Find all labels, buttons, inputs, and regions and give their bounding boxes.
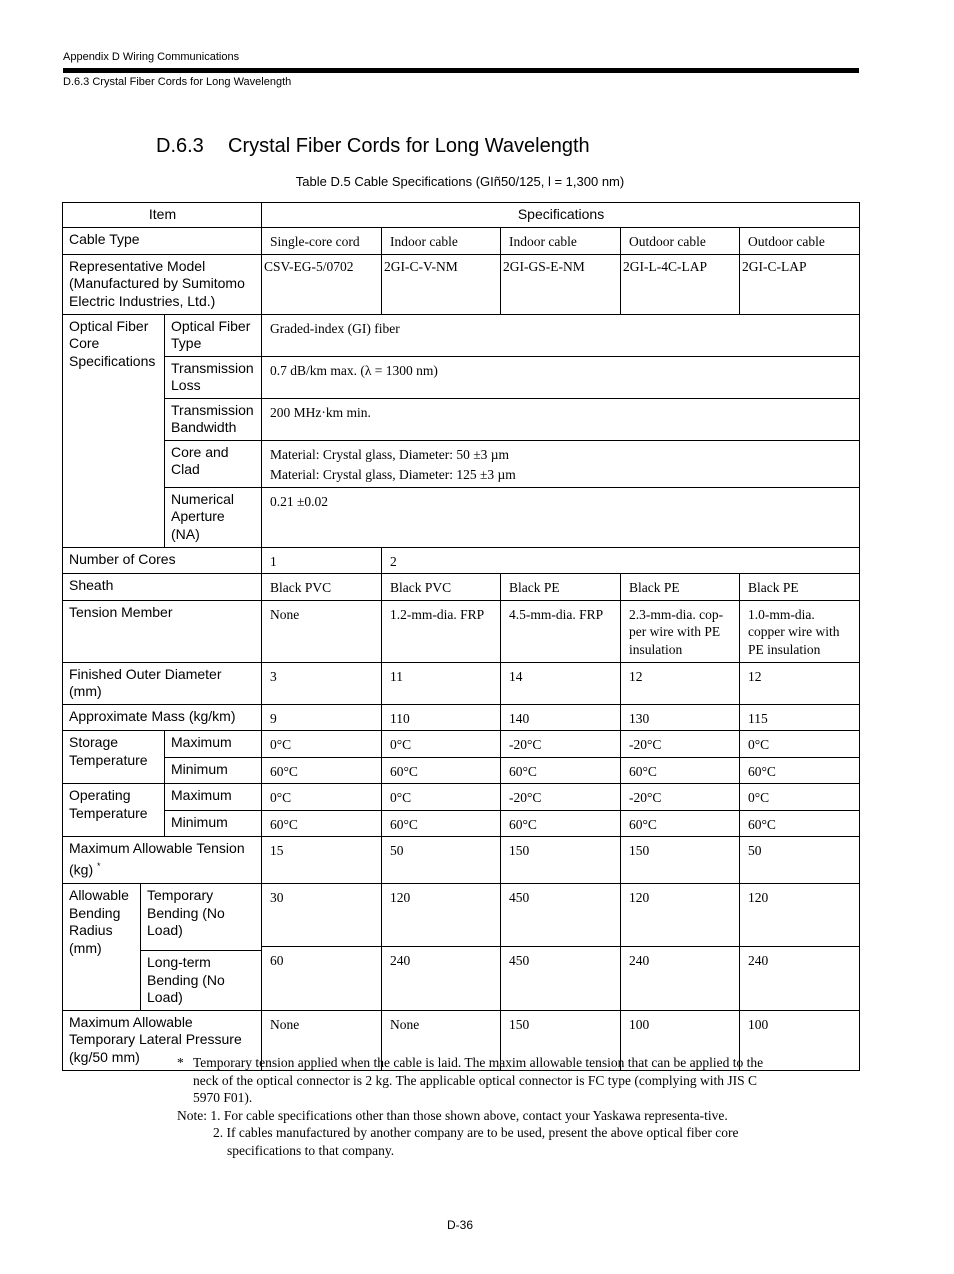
cell-fiber-type: Graded-index (GI) fiber — [262, 314, 860, 356]
cell-operating-min: 60°C — [621, 810, 740, 837]
cell-bending-long-term: 450 — [501, 947, 621, 1010]
footnote-star-mark: * — [177, 1055, 184, 1070]
row-tension-member — [63, 600, 860, 662]
label-outer-diameter: Finished Outer Diameter (mm) — [63, 662, 262, 704]
cell-numerical-aperture: 0.21 ±0.02 — [262, 487, 860, 547]
cell-operating-max: -20°C — [501, 784, 621, 811]
cell-outer-diameter: 12 — [740, 662, 860, 704]
note-2: 2. If cables manufactured by another company are to be used, present the above optical fiber core specifications to that company. — [213, 1125, 739, 1158]
row-outer-diameter — [63, 662, 860, 704]
header-specifications: Specifications — [262, 203, 860, 228]
cell-storage-min: 60°C — [501, 757, 621, 784]
row-numerical-aperture — [63, 487, 860, 547]
cell-outer-diameter: 11 — [382, 662, 501, 704]
row-bending-temporary — [63, 884, 860, 947]
page-number: D-36 — [446, 1218, 473, 1232]
section-number: D.6.3 — [156, 135, 204, 157]
cell-operating-max: 0°C — [382, 784, 501, 811]
cell-tension-member: 2.3-mm-dia. cop-per wire with PE insulation — [621, 600, 740, 662]
row-cable-type — [63, 228, 860, 255]
cell-model: CSV-EG-5/0702 — [262, 254, 382, 314]
cell-bending-long-term: 240 — [621, 947, 740, 1010]
label-mass: Approximate Mass (kg/km) — [63, 704, 262, 731]
label-bending-temporary: Temporary Bending (No Load) — [141, 884, 262, 951]
cell-sheath: Black PE — [621, 574, 740, 601]
cell-max-tension: 15 — [262, 837, 382, 884]
label-bandwidth: Transmission Bandwidth — [165, 398, 262, 440]
cell-bending-temporary: 450 — [501, 884, 621, 947]
cell-model: 2GI-C-V-NM — [382, 254, 501, 314]
core-material-line: Material: Crystal glass, Diameter: 50 ±3 µm — [270, 446, 510, 462]
label-storage-max: Maximum — [165, 731, 262, 758]
cable-spec-table — [62, 202, 860, 1071]
cell-storage-min: 60°C — [262, 757, 382, 784]
cell-storage-max: 0°C — [262, 731, 382, 758]
cell-mass: 115 — [740, 704, 860, 731]
cell-operating-min: 60°C — [740, 810, 860, 837]
cell-tension-member: 4.5-mm-dia. FRP — [501, 600, 621, 662]
row-mass — [63, 704, 860, 731]
cell-bending-temporary: 120 — [621, 884, 740, 947]
cell-bending-long-term: 60 — [262, 947, 382, 1010]
label-lateral-pressure: Maximum Allowable Temporary Lateral Pressure (kg/50 mm) — [63, 1010, 262, 1070]
cell-transmission-loss: 0.7 dB/km max. (λ = 1300 nm) — [262, 356, 860, 398]
cell-storage-max: -20°C — [501, 731, 621, 758]
footnote-mark: * — [97, 860, 101, 871]
cell-outer-diameter: 14 — [501, 662, 621, 704]
cell-cable-type: Indoor cable — [382, 228, 501, 255]
cell-lateral-pressure: None — [262, 1010, 382, 1070]
cell-cable-type: Outdoor cable — [740, 228, 860, 255]
cell-model: 2GI-GS-E-NM — [501, 254, 621, 314]
cell-cable-type: Indoor cable — [501, 228, 621, 255]
section-title-text: Crystal Fiber Cords for Long Wavelength — [228, 135, 590, 157]
row-core-clad — [63, 440, 860, 487]
cell-model: 2GI-C-LAP — [740, 254, 860, 314]
table-caption: Table D.5 Cable Specifications (GIñ50/125, l = 1,300 nm) — [295, 174, 625, 189]
cell-bending-temporary: 120 — [740, 884, 860, 947]
row-storage-max — [63, 731, 860, 758]
cell-operating-min: 60°C — [382, 810, 501, 837]
cell-cable-type: Outdoor cable — [621, 228, 740, 255]
cell-lateral-pressure: None — [382, 1010, 501, 1070]
footnote-star — [177, 1054, 777, 1107]
row-model — [63, 254, 860, 314]
cell-storage-min: 60°C — [621, 757, 740, 784]
cell-sheath: Black PE — [740, 574, 860, 601]
cell-tension-member: None — [262, 600, 382, 662]
section-title — [156, 135, 590, 158]
cell-bandwidth: 200 MHz·km min. — [262, 398, 860, 440]
label-fiber-type: Optical Fiber Type — [165, 314, 262, 356]
row-bandwidth — [63, 398, 860, 440]
label-storage-temperature: Storage Temperature — [63, 731, 165, 784]
header-rule — [63, 68, 859, 73]
cell-mass: 9 — [262, 704, 382, 731]
label-operating-max: Maximum — [165, 784, 262, 811]
row-operating-min — [63, 810, 860, 837]
cell-lateral-pressure: 100 — [621, 1010, 740, 1070]
cell-lateral-pressure: 100 — [740, 1010, 860, 1070]
cell-bending-long-term: 240 — [740, 947, 860, 1010]
cell-cores: 2 — [382, 547, 860, 574]
label-number-of-cores: Number of Cores — [63, 547, 262, 574]
cell-mass: 130 — [621, 704, 740, 731]
label-transmission-loss: Transmission Loss — [165, 356, 262, 398]
row-storage-min — [63, 757, 860, 784]
label-cable-type: Cable Type — [63, 228, 262, 255]
label-core-specs: Optical Fiber Core Specifications — [63, 314, 165, 547]
label-storage-min: Minimum — [165, 757, 262, 784]
label-operating-min: Minimum — [165, 810, 262, 837]
cell-max-tension: 150 — [501, 837, 621, 884]
cell-storage-max: -20°C — [621, 731, 740, 758]
cell-operating-max: 0°C — [262, 784, 382, 811]
cell-max-tension: 50 — [740, 837, 860, 884]
cell-lateral-pressure: 150 — [501, 1010, 621, 1070]
cell-storage-max: 0°C — [740, 731, 860, 758]
cell-sheath: Black PE — [501, 574, 621, 601]
label-core-clad: Core and Clad — [165, 440, 262, 487]
cell-bending-temporary: 30 — [262, 884, 382, 947]
header-item: Item — [63, 203, 262, 228]
row-operating-max — [63, 784, 860, 811]
cell-outer-diameter: 3 — [262, 662, 382, 704]
running-header-appendix: Appendix D Wiring Communications — [63, 51, 240, 63]
clad-material-line: Material: Crystal glass, Diameter: 125 ±3 µm — [270, 467, 516, 482]
cell-model: 2GI-L-4C-LAP — [621, 254, 740, 314]
cell-bending-long-term: 240 — [382, 947, 501, 1010]
cell-storage-min: 60°C — [740, 757, 860, 784]
cell-storage-max: 0°C — [382, 731, 501, 758]
cell-cable-type: Single-core cord — [262, 228, 382, 255]
cell-mass: 110 — [382, 704, 501, 731]
label-bending-long-term: Long-term Bending (No Load) — [147, 954, 225, 1005]
cell-outer-diameter: 12 — [621, 662, 740, 704]
max-tension-text: Maximum Allowable Tension (kg) — [69, 840, 245, 878]
label-bending-radius-group — [63, 884, 262, 1011]
cell-core-clad — [262, 440, 860, 487]
row-transmission-loss — [63, 356, 860, 398]
label-sheath: Sheath — [63, 574, 262, 601]
cell-operating-min: 60°C — [501, 810, 621, 837]
label-model: Representative Model (Manufactured by Sumitomo Electric Industries, Ltd.) — [63, 254, 262, 314]
label-bending-radius: Allowable Bending Radius (mm) — [63, 884, 141, 1010]
cell-mass: 140 — [501, 704, 621, 731]
cell-operating-min: 60°C — [262, 810, 382, 837]
cell-operating-max: -20°C — [621, 784, 740, 811]
label-operating-temperature: Operating Temperature — [63, 784, 165, 837]
cell-max-tension: 150 — [621, 837, 740, 884]
cell-max-tension: 50 — [382, 837, 501, 884]
row-fiber-type — [63, 314, 860, 356]
cell-storage-min: 60°C — [382, 757, 501, 784]
header-row — [63, 203, 860, 228]
cell-operating-max: 0°C — [740, 784, 860, 811]
footnote-star-text: Temporary tension applied when the cable is laid. The maxim allowable tension that can be applied to the neck of the optical connector is 2 kg. The applicable optical connector is FC type (complying with JIS C 5970 F01). — [193, 1055, 764, 1105]
label-tension-member: Tension Member — [63, 600, 262, 662]
row-number-of-cores — [63, 547, 860, 574]
cell-tension-member: 1.2-mm-dia. FRP — [382, 600, 501, 662]
row-sheath — [63, 574, 860, 601]
label-max-tension — [63, 837, 262, 884]
footnotes — [177, 1054, 777, 1159]
note-1: Note: 1. For cable specifications other than those shown above, contact your Yaskawa representa-tive. — [177, 1107, 728, 1123]
cell-sheath: Black PVC — [382, 574, 501, 601]
cell-bending-temporary: 120 — [382, 884, 501, 947]
cell-tension-member: 1.0-mm-dia. copper wire with PE insulation — [740, 600, 860, 662]
bending-label-grid — [63, 884, 261, 1010]
row-max-tension — [63, 837, 860, 884]
label-numerical-aperture: Numerical Aperture (NA) — [165, 487, 262, 547]
running-header-section: D.6.3 Crystal Fiber Cords for Long Wavelength — [63, 76, 292, 88]
cell-sheath: Black PVC — [262, 574, 382, 601]
cell-cores: 1 — [262, 547, 382, 574]
